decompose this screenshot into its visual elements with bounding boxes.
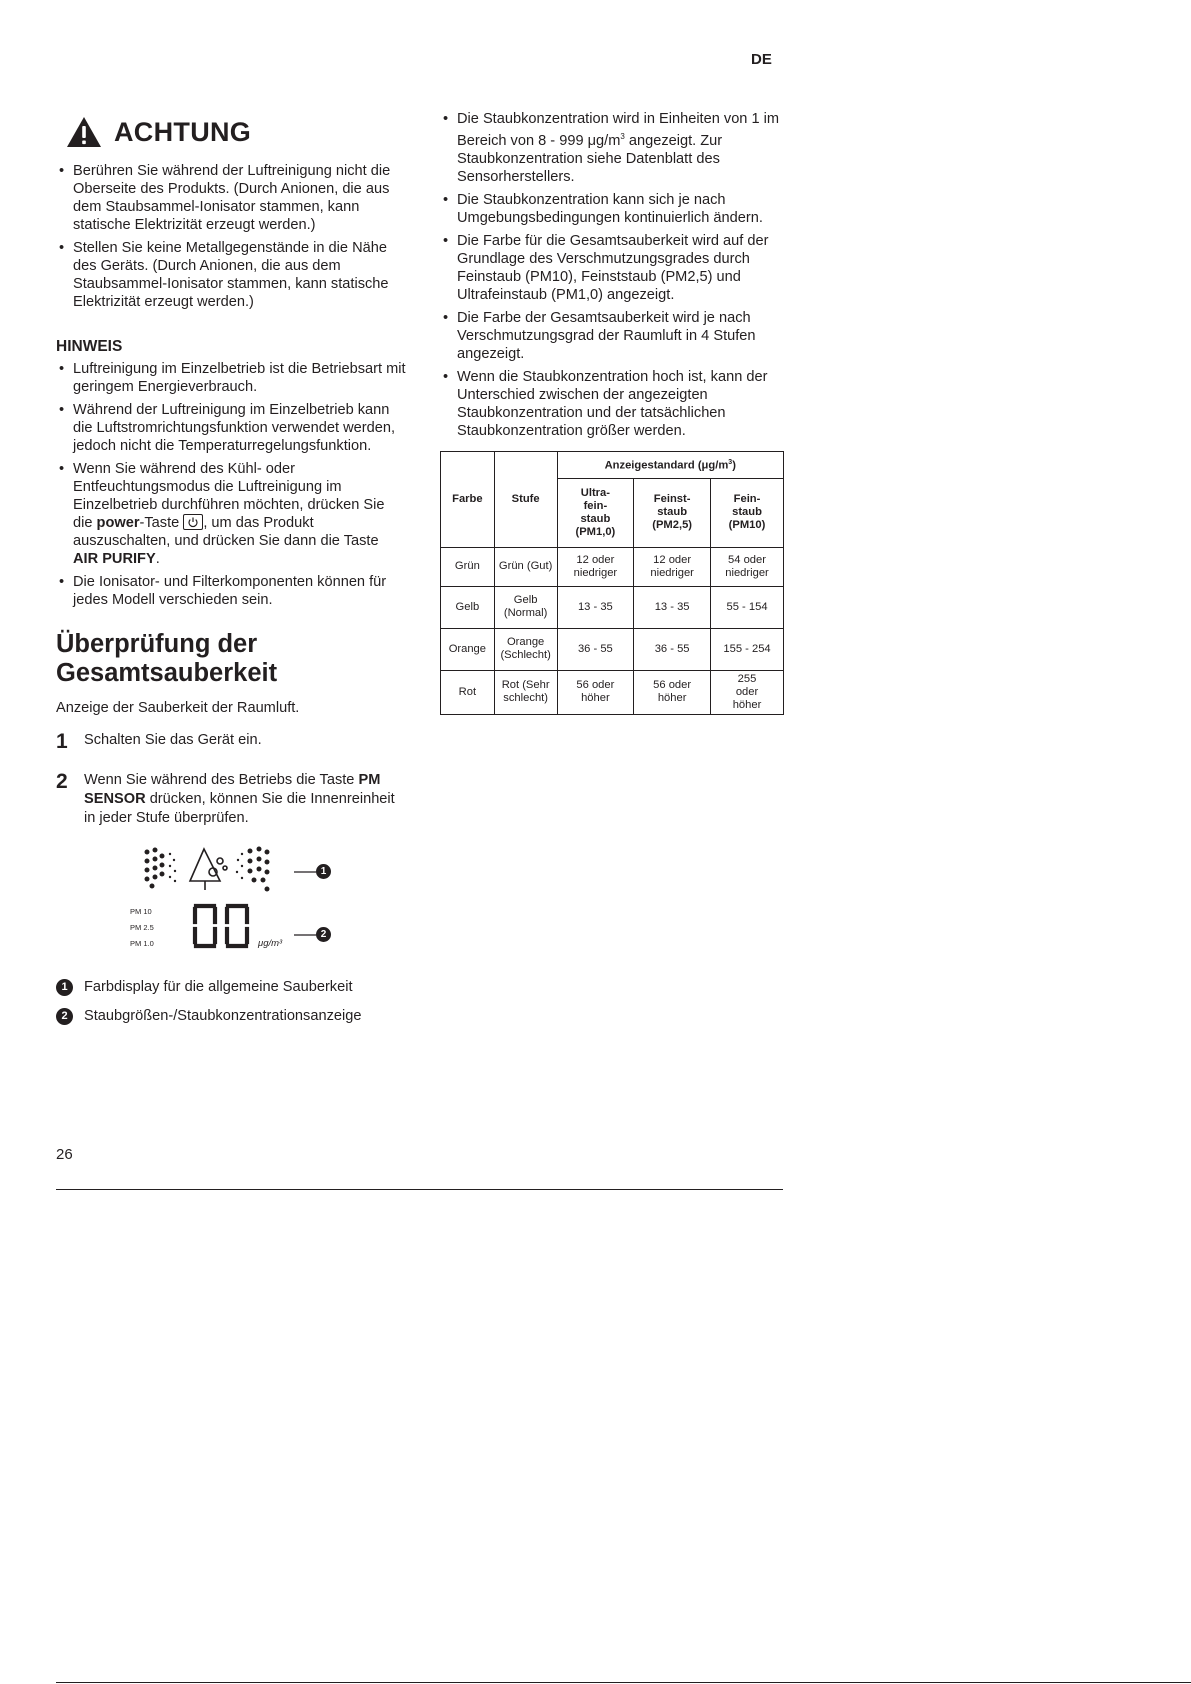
table-row bbox=[441, 586, 784, 628]
caution-list bbox=[56, 162, 406, 311]
table-cell: 155 - 254 bbox=[711, 628, 784, 670]
legend-text: Staubgrößen-/Staubkonzentrationsanzeige bbox=[84, 1008, 362, 1024]
list-item: • Die Staubkonzentration kann sich je nach Umgebungsbedingungen kontinuierlich ändern. bbox=[440, 191, 784, 227]
page-number: 26 bbox=[56, 1146, 73, 1163]
note-title: HINWEIS bbox=[56, 338, 123, 355]
table-cell: 12 oder niedriger bbox=[557, 547, 634, 586]
table-cell: Rot (Sehr schlecht) bbox=[494, 670, 557, 714]
table-cell: Orange bbox=[441, 628, 495, 670]
legend-item-2 bbox=[56, 1007, 406, 1025]
table-header-group: Anzeigestandard $(\mu g/m^3)$ bbox=[557, 451, 783, 478]
section-title: Überprüfung der Gesamtsauberkeit bbox=[56, 630, 278, 687]
language-code: DE bbox=[751, 51, 772, 68]
list-item: • Die Farbe für die Gesamtsauberkeit wird auf der Grundlage des Verschmutzungsgrades durch Feinstaub (PM10), Feinststaub (PM2,5) und Ultrafeinstaub (PM1,0) angezeigt. bbox=[440, 232, 784, 304]
info-list bbox=[440, 110, 784, 440]
list-item: • Die Farbe der Gesamtsauberkeit wird je nach Verschmutzungsgrad der Raumluft in 4 Stufen angezeigt. bbox=[440, 309, 784, 363]
table-cell: 13 - 35 bbox=[557, 586, 634, 628]
list-item: • Berühren Sie während der Luftreinigung nicht die Oberseite des Produkts. (Durch Anionen, die aus dem Staubsammel-Ionisator stammen, kann statische Elektrizität erzeugt werden.) bbox=[56, 162, 406, 234]
table-cell: Grün (Gut) bbox=[494, 547, 557, 586]
step-number: 2 bbox=[56, 770, 68, 793]
table-cell: 36 - 55 bbox=[557, 628, 634, 670]
legend-badge: 2 bbox=[56, 1008, 73, 1025]
table-cell: Rot bbox=[441, 670, 495, 714]
pm-label: PM 10 bbox=[130, 907, 152, 916]
table-cell: 56 oder höher bbox=[557, 670, 634, 714]
table-cell: Orange (Schlecht) bbox=[494, 628, 557, 670]
bottom-rule bbox=[56, 1682, 1191, 1683]
table-row bbox=[441, 547, 784, 586]
caution-heading bbox=[66, 112, 406, 152]
table-header-farbe: Farbe bbox=[441, 451, 495, 547]
warning-triangle-icon bbox=[66, 116, 102, 148]
table-header-pm25: Feinst-staub (PM2,5) bbox=[634, 478, 711, 547]
callout-2: 2 bbox=[316, 927, 331, 942]
left-column bbox=[56, 112, 406, 1036]
table-header-pm10: Fein-staub (PM10) bbox=[711, 478, 784, 547]
dust-level-table bbox=[440, 451, 784, 715]
step-number: 1 bbox=[56, 730, 68, 753]
list-item: • Während der Luftreinigung im Einzelbetrieb kann die Luftstromrichtungsfunktion verwendet werden, jedoch nicht die Temperaturregelungsfunktion. bbox=[56, 401, 406, 455]
legend-badge: 1 bbox=[56, 979, 73, 996]
pm-label: PM 1.0 bbox=[130, 939, 154, 948]
section-lead: Anzeige der Sauberkeit der Raumluft. bbox=[56, 700, 300, 716]
seven-segment-digits-icon bbox=[192, 903, 252, 949]
table-cell: 12 oder niedriger bbox=[634, 547, 711, 586]
table-cell: 54 oder niedriger bbox=[711, 547, 784, 586]
table-cell: 56 oder höher bbox=[634, 670, 711, 714]
caution-title: ACHTUNG bbox=[114, 116, 252, 147]
table-cell: 55 - 154 bbox=[711, 586, 784, 628]
list-item: • Luftreinigung im Einzelbetrieb ist die Betriebsart mit geringem Energieverbrauch. bbox=[56, 360, 406, 396]
pm-labels bbox=[130, 904, 154, 952]
step-2 bbox=[56, 771, 406, 828]
pm-label: PM 2.5 bbox=[130, 923, 154, 932]
note-list bbox=[56, 360, 406, 609]
list-item: • Die Staubkonzentration wird in Einheiten von 1 im Bereich von 8 - 999 $\mu g/m^3$ angezeigt. Zur Staubkonzentration siehe Datenblatt des Sensorherstellers. bbox=[440, 110, 784, 186]
table-cell: Grün bbox=[441, 547, 495, 586]
right-column bbox=[440, 110, 784, 715]
table-cell: Gelb (Normal) bbox=[494, 586, 557, 628]
cleanliness-indicator-icon bbox=[142, 846, 292, 898]
callout-1: 1 bbox=[316, 864, 331, 879]
unit-label: μg/m³ bbox=[258, 938, 283, 949]
list-item: • Wenn die Staubkonzentration hoch ist, kann der Unterschied zwischen der angezeigten Staubkonzentration und der tatsächlichen Staubkonzentration größer werden. bbox=[440, 368, 784, 440]
table-header-stufe: Stufe bbox=[494, 451, 557, 547]
list-item: • Wenn Sie während des Kühl- oder Entfeuchtungsmodus die Luftreinigung im Einzelbetrieb durchführen möchten, drücken Sie die power-Taste , um das Produkt auszuschalten, und drücken Sie dann die Taste AIR PURIFY. bbox=[56, 460, 406, 568]
pm-display-illustration bbox=[130, 846, 430, 966]
table-cell: 255 oder höher bbox=[711, 670, 784, 714]
table-row bbox=[441, 670, 784, 714]
table-cell: Gelb bbox=[441, 586, 495, 628]
footer-rule bbox=[56, 1189, 783, 1190]
table-cell: 36 - 55 bbox=[634, 628, 711, 670]
step-text: Schalten Sie das Gerät ein. bbox=[84, 732, 262, 748]
table-header-pm1: Ultra-fein-staub (PM1,0) bbox=[557, 478, 634, 547]
step-1 bbox=[56, 731, 406, 753]
table-cell: 13 - 35 bbox=[634, 586, 711, 628]
legend-text: Farbdisplay für die allgemeine Sauberkeit bbox=[84, 979, 353, 995]
step-text: Wenn Sie während des Betriebs die Taste PM SENSOR drücken, können Sie die Innenreinheit in jeder Stufe überprüfen. bbox=[84, 772, 395, 826]
list-item: • Stellen Sie keine Metallgegenstände in die Nähe des Geräts. (Durch Anionen, die aus dem Staubsammel-Ionisator stammen, kann statische Elektrizität erzeugt werden.) bbox=[56, 239, 406, 311]
list-item: • Die Ionisator- und Filterkomponenten können für jedes Modell verschieden sein. bbox=[56, 573, 406, 609]
legend-item-1 bbox=[56, 978, 406, 996]
power-key-icon bbox=[183, 514, 203, 530]
table-row bbox=[441, 628, 784, 670]
